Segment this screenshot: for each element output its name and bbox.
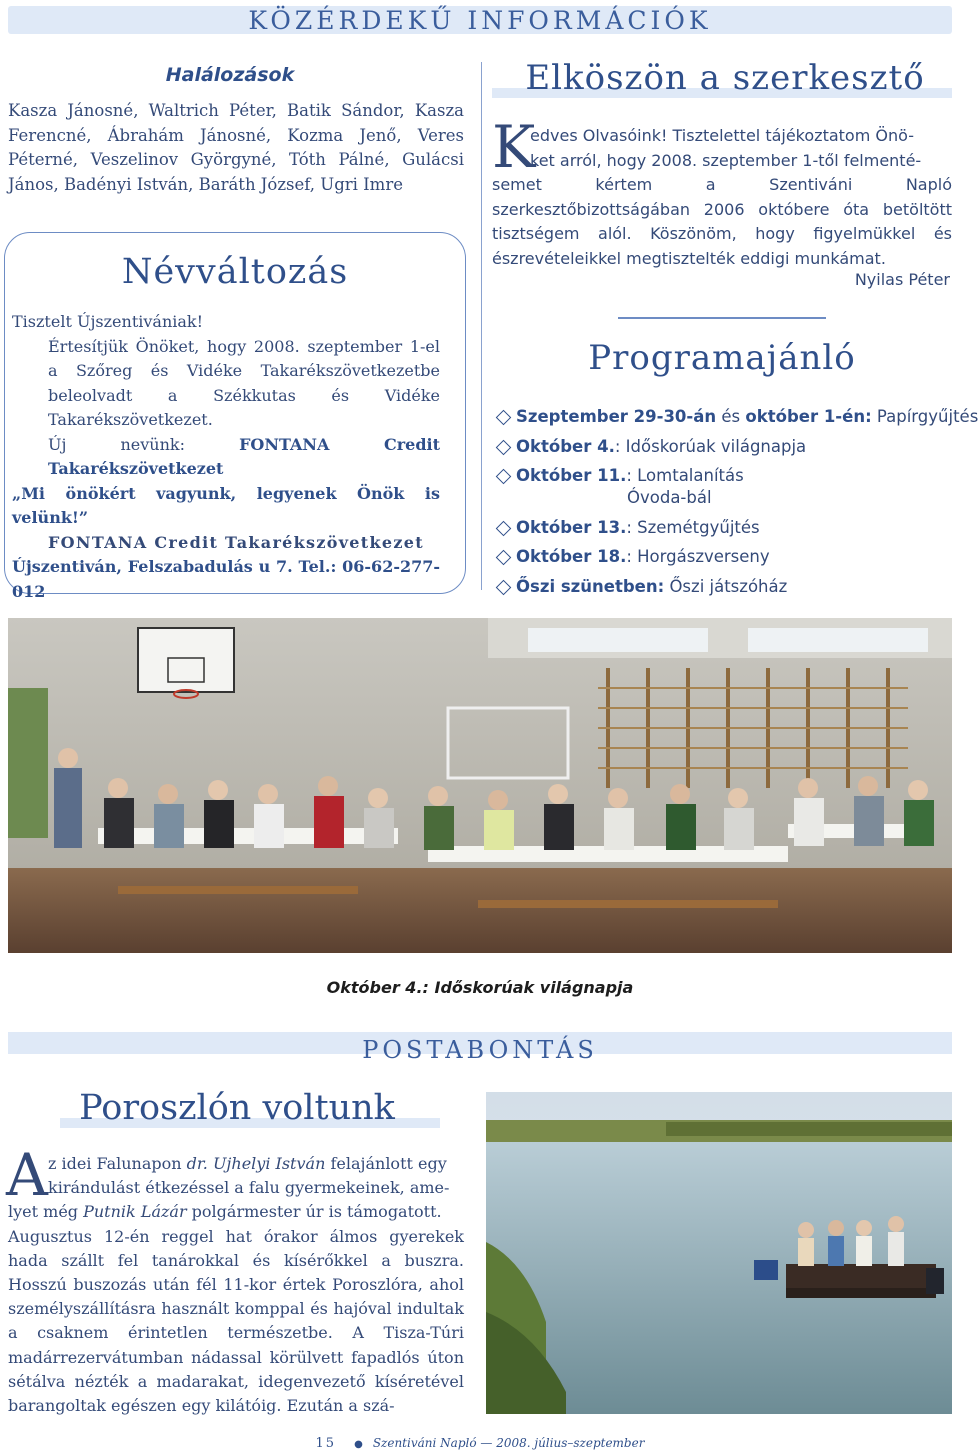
caption-event: Időskorúak világnapja bbox=[434, 978, 634, 997]
publication-name: Szentiváni Napló — 2008. július–szeptember bbox=[372, 1436, 645, 1450]
name-change-org bbox=[12, 531, 440, 556]
program-date: Október 13. bbox=[516, 517, 627, 537]
poroszlo-line-2: kirándulást étkezéssel a falu gyermekeinek, ame- bbox=[48, 1178, 450, 1198]
program-event: : Lomtalanítás bbox=[626, 466, 744, 485]
org-name: FONTANA Credit Takarékszövetkezet bbox=[48, 532, 424, 552]
farewell-drop-cap: K bbox=[492, 113, 536, 181]
page-number: 15 bbox=[315, 1436, 337, 1451]
new-name-prefix: Új nevünk: bbox=[48, 434, 240, 454]
poroszlo-rest: Augusztus 12-én reggel hat órakor álmos gyerekek hada szállt fel tanárokkal és kísérőkkel a buszra. Hosszú buszozás után fél 11-kor értek Poroszlóra, ahol személyszállításra használt komppal és hajóval indultak a csaknem érintetlen természetbe. A Tisza-Túri madárrezervátumban nádassal körülvett fapadlós úton sétálva nézték a madarakat, idegenvezető kíséretével barangoltak egészen egy kilátóig. Ezután a szá- bbox=[8, 1226, 464, 1416]
name-change-new-name bbox=[12, 433, 440, 482]
gym-photo-image bbox=[8, 618, 952, 953]
program-event: : Időskorúak világnapja bbox=[614, 436, 807, 456]
program-date: Őszi szünetben: bbox=[516, 576, 665, 596]
program-event: Papírgyűjtés bbox=[871, 407, 978, 426]
caption-date: Október 4. bbox=[326, 978, 423, 997]
text-run: z idei Falunapon bbox=[48, 1154, 187, 1173]
name-change-slogan bbox=[12, 482, 440, 531]
photo-caption bbox=[0, 978, 960, 997]
caption-separator: : bbox=[422, 978, 435, 997]
farewell-signature: Nyilas Péter bbox=[854, 270, 950, 289]
name-change-body bbox=[12, 310, 440, 604]
program-title: Programajánló bbox=[588, 338, 856, 378]
lake-boat-photo bbox=[486, 1092, 952, 1414]
program-date: Szeptember 29-30-án bbox=[516, 407, 717, 426]
text-run: felajánlott egy bbox=[325, 1154, 447, 1173]
person-name: dr. Ujhelyi István bbox=[186, 1154, 326, 1173]
person-name: Putnik Lázár bbox=[83, 1202, 187, 1222]
program-item bbox=[496, 572, 956, 602]
program-event: Őszi játszóház bbox=[664, 576, 788, 596]
farewell-rest: semet kértem a Szentiváni Napló szerkesztőbizottságában 2006 októbere óta betöltött tisztségem alól. Köszönöm, hogy figyelmükkel és észrevételeikkel megtisztelték eddigi munkámat. bbox=[492, 175, 952, 268]
gym-event-photo bbox=[8, 618, 952, 953]
poroszlo-line-1 bbox=[8, 1152, 464, 1176]
program-event: : Szemétgyűjtés bbox=[626, 517, 760, 537]
program-date: Október 11. bbox=[516, 466, 627, 485]
section-header-title: KÖZÉRDEKŰ INFORMÁCIÓK bbox=[248, 6, 712, 35]
name-change-announcement: Értesítjük Önöket, hogy 2008. szeptember 1-el a Szőreg és Vidéke Takarékszövetkezetbe beleolvadt a Székkutas és Vidéke Takarékszövetkezet. bbox=[48, 336, 440, 429]
footer-bullet: ● bbox=[354, 1439, 363, 1450]
page-footer bbox=[0, 1436, 960, 1451]
farewell-line-1: edves Olvasóink! Tisztelettel tájékoztatom Önö- bbox=[530, 126, 914, 145]
farewell-title: Elköszön a szerkesztő bbox=[525, 58, 925, 98]
program-joiner: és bbox=[716, 407, 746, 426]
program-event: : Horgászverseny bbox=[626, 547, 770, 566]
program-list bbox=[496, 402, 978, 601]
program-date: október 1-én: bbox=[745, 407, 872, 426]
name-change-address bbox=[12, 555, 440, 604]
column-divider bbox=[481, 62, 482, 590]
text-run: polgármester úr is támogatott. bbox=[186, 1202, 442, 1222]
new-name-value: FONTANA Credit Takarékszövetkezet bbox=[48, 434, 441, 478]
text-run: lyet még bbox=[8, 1202, 84, 1222]
poroszlo-drop-cap: A bbox=[6, 1141, 48, 1209]
program-item bbox=[496, 402, 978, 432]
address-text: Újszentiván, Felszabadulás u 7. Tel.: 06-62-277-012 bbox=[12, 557, 440, 601]
farewell-line-2: ket arról, hogy 2008. szeptember 1-től felmenté- bbox=[530, 150, 922, 170]
program-date: Október 18. bbox=[516, 547, 627, 566]
poroszlo-line-3 bbox=[8, 1200, 464, 1224]
name-change-title: Névváltozás bbox=[121, 252, 349, 292]
poroszlo-text bbox=[8, 1152, 464, 1418]
deaths-title: Halálozások bbox=[165, 64, 295, 86]
postabontas-title: POSTABONTÁS bbox=[362, 1036, 598, 1064]
poroszlo-title: Poroszlón voltunk bbox=[79, 1088, 395, 1128]
deaths-list: Kasza Jánosné, Waltrich Péter, Batik Sándor, Kasza Ferencné, Ábrahám Jánosné, Kozma Jenő, Veres Péterné, Veszelinov Györgyné, Tóth Pálné, Gulácsi János, Badényi István, Baráth József, Ugri Imre bbox=[8, 101, 464, 194]
program-date: Október 4. bbox=[516, 436, 615, 456]
program-item bbox=[496, 513, 956, 543]
slogan-text: „Mi önökért vagyunk, legyenek Önök is velünk!” bbox=[12, 483, 440, 527]
farewell-text bbox=[492, 124, 952, 271]
program-item bbox=[496, 542, 956, 572]
program-item bbox=[496, 432, 956, 462]
name-change-greeting: Tisztelt Újszentivániak! bbox=[12, 312, 204, 331]
program-subitem: Óvoda-bál bbox=[627, 487, 712, 507]
program-rule bbox=[618, 317, 826, 319]
lake-photo-image bbox=[486, 1092, 952, 1414]
